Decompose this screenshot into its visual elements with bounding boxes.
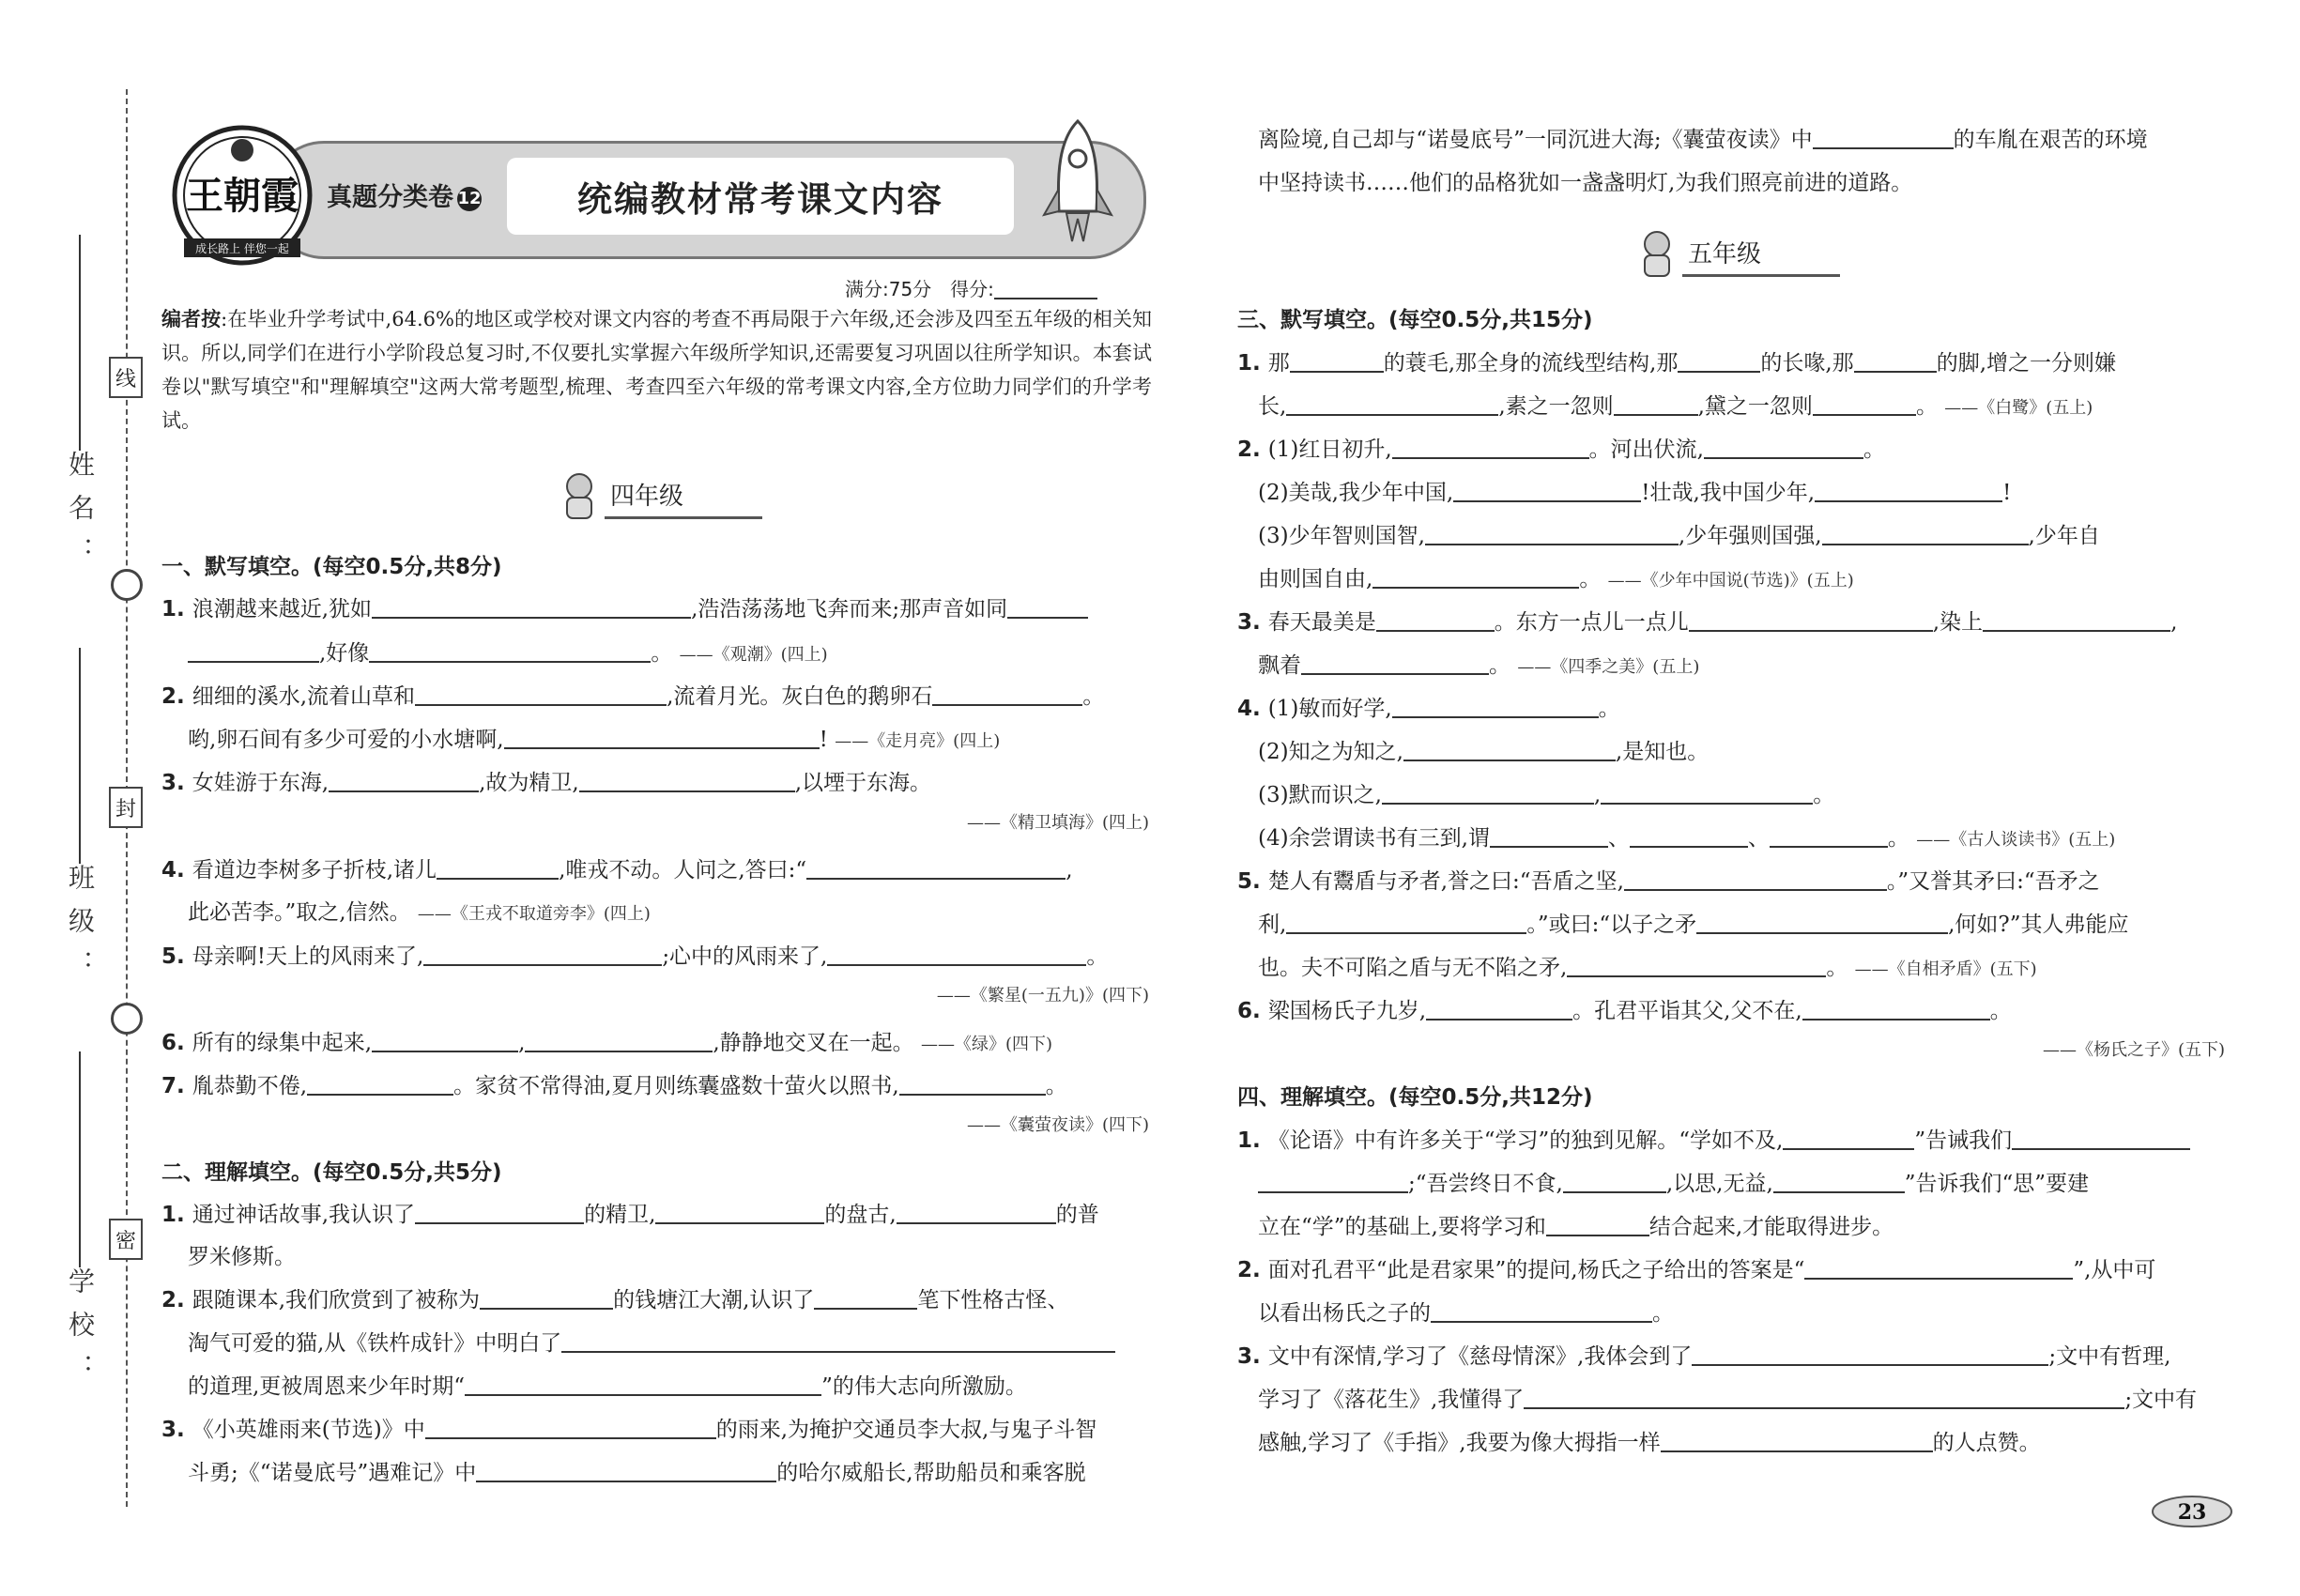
cut-mark-close: 密 <box>109 1219 143 1260</box>
answer-blank[interactable] <box>415 683 667 706</box>
comprehension-2-cont: 淘气可爱的猫,从《铁杵成针》中明白了 <box>188 1326 1115 1357</box>
question-7: 7. 胤恭勤不倦, 。家贫不常得油,夏月则练囊盛数十萤火以照书, 。 <box>161 1074 1067 1098</box>
answer-blank[interactable] <box>1425 523 1679 545</box>
comprehension-3-cont3: 中坚持读书……他们的品格犹如一盏盏明灯,为我们照亮前进的道路。 <box>1258 171 1913 195</box>
question-r2-cont: (2)美哉,我少年中国, !壮哉,我中国少年, ! <box>1258 481 2012 505</box>
answer-blank[interactable] <box>1661 1430 1933 1452</box>
answer-blank[interactable] <box>1770 825 1888 848</box>
answer-blank[interactable] <box>465 1373 821 1396</box>
answer-blank[interactable] <box>1392 696 1599 718</box>
answer-blank[interactable] <box>1815 480 2002 502</box>
answer-blank[interactable] <box>579 770 795 792</box>
question-r3-cont: 飘着 。 ——《四季之美》(五上) <box>1258 653 1700 678</box>
rocket-icon <box>1031 117 1125 249</box>
question-5-source: ——《繁星(一五九)》(四下) <box>936 986 1149 1005</box>
answer-blank[interactable] <box>372 596 691 619</box>
binding-ring <box>111 1003 143 1035</box>
comprehension-r1-cont2: 立在“学”的基础上,要将学习和 结合起来,才能取得进步。 <box>1258 1215 1894 1239</box>
question-2: 2. 细细的溪水,流着山草和 ,流着月光。灰白色的鹅卵石 。 <box>161 684 1105 709</box>
answer-blank[interactable] <box>1983 609 2170 632</box>
answer-blank[interactable] <box>1689 609 1933 632</box>
comprehension-1: 1. 通过神话故事,我认识了 的精卫, 的盘古, 的普 <box>161 1203 1099 1227</box>
question-r2-cont3: 由则国自由, 。 ——《少年中国说(节选)》(五上) <box>1258 567 1854 591</box>
answer-blank[interactable] <box>1301 652 1489 675</box>
answer-blank[interactable] <box>423 944 662 966</box>
answer-blank[interactable] <box>437 857 559 880</box>
answer-blank[interactable] <box>899 1073 1046 1096</box>
answer-blank[interactable] <box>369 640 651 663</box>
comprehension-2-cont2: 的道理,更被周恩来少年时期“ ”的伟大志向所激励。 <box>188 1374 1027 1399</box>
question-r3: 3. 春天最美是 。东方一点儿一点儿 ,染上 , <box>1237 610 2178 635</box>
question-r6-source: ——《杨氏之子》(五下) <box>2042 1040 2225 1060</box>
answer-blank[interactable] <box>1567 955 1826 977</box>
page-title: 统编教材常考课文内容 <box>507 158 1014 235</box>
school-underline[interactable] <box>79 1051 81 1267</box>
name-label: 姓名： <box>65 451 96 580</box>
answer-blank[interactable] <box>1392 437 1589 459</box>
astronaut-icon <box>556 469 603 522</box>
question-r2: 2. (1)红日初升, 。河出伏流, 。 <box>1237 437 1885 462</box>
question-3-source: ——《精卫填海》(四上) <box>966 813 1149 833</box>
question-r1-cont: 长, ,素之一忽则 ,黛之一忽则 。 ——《白鹭》(五上) <box>1258 394 2093 419</box>
answer-blank[interactable] <box>415 1202 584 1224</box>
class-field[interactable] <box>58 638 101 993</box>
question-r5-cont: 利, 。”或曰:“以子之矛 ,何如?”其人弗能应 <box>1258 913 2129 937</box>
answer-blank[interactable] <box>897 1202 1056 1224</box>
question-5: 5. 母亲啊!天上的风雨来了, ;心中的风雨来了, 。 <box>161 944 1109 969</box>
section-3-heading: 三、默写填空。(每空0.5分,共15分) <box>1237 308 1593 332</box>
answer-blank[interactable] <box>188 640 319 663</box>
question-7-source: ——《囊萤夜读》(四下) <box>966 1115 1149 1135</box>
comprehension-r2: 2. 面对孔君平“此是君家果”的提问,杨氏之子给出的答案是“ ”,从中可 <box>1237 1258 2156 1282</box>
cut-mark-line: 线 <box>109 357 143 398</box>
comprehension-r3-cont: 学习了《落花生》,我懂得了 ;文中有 <box>1258 1388 2198 1412</box>
answer-blank[interactable] <box>1678 350 1760 373</box>
comprehension-r3-cont2: 感触,学习了《手指》,我要为像大拇指一样 的人点赞。 <box>1258 1431 2041 1455</box>
comprehension-1-cont: 罗米修斯。 <box>188 1245 296 1269</box>
question-r5: 5. 楚人有鬻盾与矛者,誉之曰:“吾盾之坚, 。”又誉其矛曰:“吾矛之 <box>1237 869 2100 894</box>
answer-blank[interactable] <box>504 727 820 749</box>
editor-note-text: :在毕业升学考试中,64.6%的地区或学校对课文内容的考查不再局限于六年级,还会涉及四至五年级的相关知识。所以,同学们在进行小学阶段总复习时,不仅要扎实掌握六年级所学知识,还需要复习巩固以往所学知识。本套试卷以"默写填空"和"理解填空"这两大常考题型,梳理、考查四至六年级的常考课文内容,全方位助力同学们的升学考试。 <box>161 308 1153 432</box>
comprehension-r1: 1. 《论语》中有许多关于“学习”的独到见解。“学如不及, ”告诫我们 <box>1237 1123 2190 1154</box>
answer-blank[interactable] <box>1403 739 1616 761</box>
answer-blank[interactable] <box>1854 350 1937 373</box>
question-r5-cont2: 也。夫不可陷之盾与无不陷之矛, 。 ——《自相矛盾》(五下) <box>1258 956 2037 980</box>
answer-blank[interactable] <box>1692 1343 2048 1366</box>
answer-blank[interactable] <box>1524 1387 2124 1409</box>
question-1: 1. 浪潮越来越近,犹如 ,浩浩荡荡地飞奔而来;那声音如同 <box>161 591 1088 622</box>
question-r4-cont3: (4)余尝谓读书有三到,谓 、 、 。 ——《古人谈读书》(五上) <box>1258 826 2116 851</box>
answer-blank[interactable] <box>561 1330 1115 1353</box>
answer-blank[interactable] <box>480 1287 613 1310</box>
answer-blank[interactable] <box>1382 782 1594 805</box>
answer-blank[interactable] <box>932 683 1082 706</box>
score-line: 满分:75分 得分: <box>845 274 1097 301</box>
answer-blank[interactable] <box>2012 1128 2190 1150</box>
answer-blank[interactable] <box>1426 998 1572 1021</box>
editor-note-label: 编者按 <box>161 308 222 330</box>
question-r4: 4. (1)敏而好学, 。 <box>1237 697 1620 721</box>
answer-blank[interactable] <box>1546 1214 1649 1236</box>
comprehension-3: 3. 《小英雄雨来(节选)》中 的雨来,为掩护交通员李大叔,与鬼子斗智 <box>161 1418 1097 1442</box>
editor-note <box>161 302 1152 437</box>
answer-blank[interactable] <box>814 1287 917 1310</box>
answer-blank[interactable] <box>425 1417 716 1439</box>
answer-blank[interactable] <box>1563 1171 1666 1193</box>
answer-blank[interactable] <box>307 1073 453 1096</box>
comprehension-3-cont: 斗勇;《“诺曼底号”遇难记》中 的哈尔威船长,帮助船员和乘客脱 <box>188 1461 1086 1485</box>
question-2-cont: 哟,卵石间有多少可爱的小水塘啊, ! ——《走月亮》(四上) <box>188 728 1001 752</box>
answer-blank[interactable] <box>1431 1300 1652 1323</box>
answer-blank[interactable] <box>1704 437 1863 459</box>
question-3: 3. 女娃游于东海, ,故为精卫, ,以堙于东海。 <box>161 771 931 795</box>
answer-blank[interactable] <box>1813 127 1954 149</box>
answer-blank[interactable] <box>1007 596 1088 619</box>
section-4-heading: 四、理解填空。(每空0.5分,共12分) <box>1237 1085 1593 1110</box>
answer-blank[interactable] <box>372 1030 518 1052</box>
class-label: 班级： <box>65 864 96 993</box>
school-label: 学校： <box>65 1267 96 1397</box>
question-1-cont: ,好像 。 ——《观潮》(四上) <box>188 636 828 667</box>
svg-text:成长路上 伴您一起: 成长路上 伴您一起 <box>195 242 289 255</box>
answer-blank[interactable] <box>1696 912 1948 934</box>
section-2-heading: 二、理解填空。(每空0.5分,共5分) <box>161 1160 502 1185</box>
answer-blank[interactable] <box>476 1460 776 1482</box>
comprehension-2: 2. 跟随课本,我们欣赏到了被称为 的钱塘江大潮,认识了 笔下性格古怪、 <box>161 1288 1069 1312</box>
answer-blank[interactable] <box>806 857 1066 880</box>
series-tag: 真题分类卷 12 <box>327 183 482 212</box>
class-underline[interactable] <box>79 648 81 864</box>
astronaut-icon <box>1633 227 1680 280</box>
answer-blank[interactable] <box>1258 1171 1408 1193</box>
answer-blank[interactable] <box>1453 480 1641 502</box>
answer-blank[interactable] <box>1624 868 1887 891</box>
svg-text:23: 23 <box>2177 1500 2207 1525</box>
comprehension-r3: 3. 文中有深情,学习了《慈母情深》,我体会到了 ;文中有哲理, <box>1237 1344 2171 1369</box>
answer-blank[interactable] <box>1630 825 1748 848</box>
answer-blank[interactable] <box>1802 998 1990 1021</box>
answer-blank[interactable] <box>1372 566 1579 589</box>
question-4: 4. 看道边李树多子折枝,诸儿 ,唯戎不动。人问之,答曰:“ , <box>161 858 1073 882</box>
answer-blank[interactable] <box>1813 393 1916 416</box>
page-number-badge <box>2150 1491 2234 1532</box>
question-r1: 1. 那 的蓑毛,那全身的流线型结构,那 的长喙,那 的脚,增之一分则嫌 <box>1237 351 2116 376</box>
question-4-cont: 此必苦李。”取之,信然。 ——《王戎不取道旁李》(四上) <box>188 900 651 925</box>
answer-blank[interactable] <box>1490 825 1608 848</box>
answer-blank[interactable] <box>1601 782 1813 805</box>
answer-blank[interactable] <box>525 1030 713 1052</box>
comprehension-r2-cont: 以看出杨氏之子的 。 <box>1258 1301 1674 1326</box>
comprehension-r1-cont: ;“吾尝终日不食, ,以思,无益, ”告诉我们“思”要建 <box>1258 1166 2089 1197</box>
answer-blank[interactable] <box>329 770 479 792</box>
binding-ring <box>111 569 143 601</box>
answer-blank[interactable] <box>1376 609 1495 632</box>
name-field[interactable] <box>58 225 101 580</box>
answer-blank[interactable] <box>1286 912 1526 934</box>
question-r4-cont2: (3)默而识之, , 。 <box>1258 783 1835 807</box>
answer-blank[interactable] <box>1286 393 1498 416</box>
question-r6: 6. 梁国杨氏子九岁, 。孔君平诣其父,父不在, 。 <box>1237 999 2012 1023</box>
cut-mark-seal: 封 <box>109 787 143 828</box>
answer-blank[interactable] <box>1290 350 1384 373</box>
svg-text:王朝霞: 王朝霞 <box>186 174 299 218</box>
answer-blank[interactable] <box>1783 1128 1914 1150</box>
name-underline[interactable] <box>79 235 81 451</box>
grade-5-heading: 五年级 <box>1633 227 1849 284</box>
answer-blank[interactable] <box>1773 1171 1905 1193</box>
section-1-heading: 一、默写填空。(每空0.5分,共8分) <box>161 555 502 579</box>
question-r4-cont: (2)知之为知之, ,是知也。 <box>1258 740 1710 764</box>
answer-blank[interactable] <box>1822 523 2029 545</box>
answer-blank[interactable] <box>655 1202 824 1224</box>
brand-logo <box>158 113 338 272</box>
answer-blank[interactable] <box>1614 393 1698 416</box>
grade-4-heading: 四年级 <box>556 469 772 526</box>
question-6: 6. 所有的绿集中起来, , ,静静地交叉在一起。 ——《绿》(四下) <box>161 1031 1053 1055</box>
comprehension-3-cont2: 离险境,自己却与“诺曼底号”一同沉进大海;《囊萤夜读》中 的车胤在艰苦的环境 <box>1258 128 2148 152</box>
school-field[interactable] <box>58 1042 101 1397</box>
answer-blank[interactable] <box>1804 1257 2073 1280</box>
score-blank[interactable] <box>994 279 1097 299</box>
question-r2-cont2: (3)少年智则国智, ,少年强则国强, ,少年自 <box>1258 524 2100 548</box>
answer-blank[interactable] <box>827 944 1086 966</box>
